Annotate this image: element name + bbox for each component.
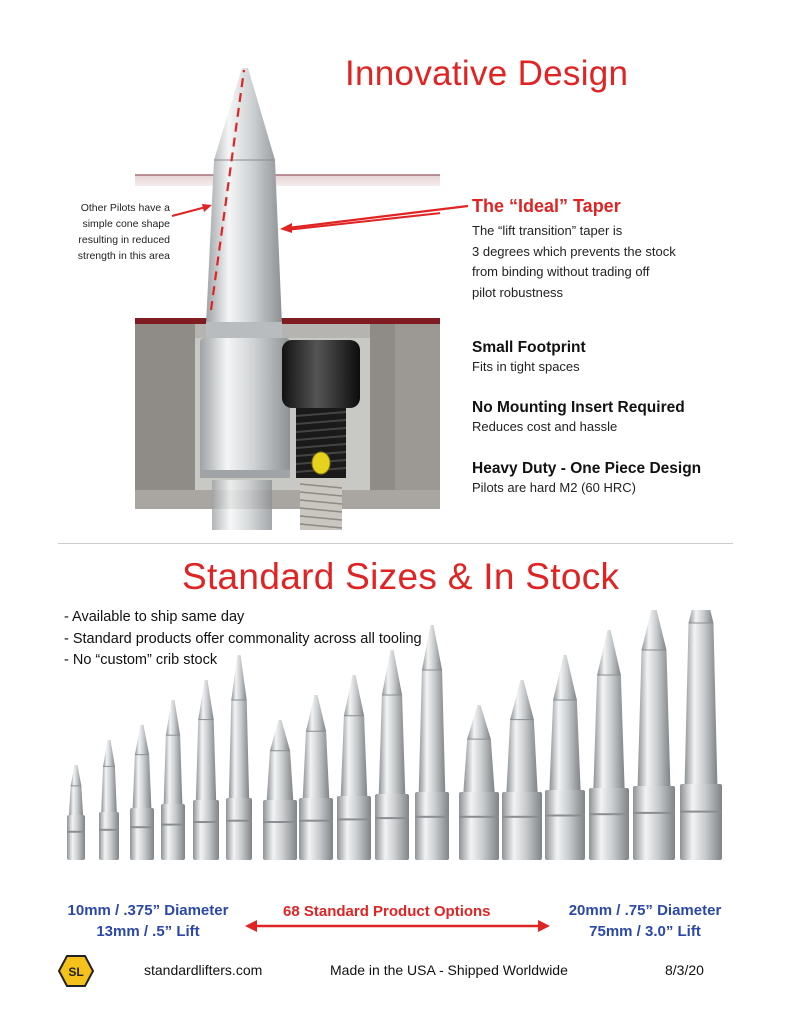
retainer-clamp [282, 340, 360, 408]
minimum-diameter: 10mm / .375” Diameter [67, 902, 229, 919]
maximum-lift: 75mm / 3.0” Lift [589, 923, 701, 940]
logo-text: SL [68, 965, 84, 979]
ideal-taper-line: The “lift transition” taper is [472, 223, 623, 238]
other-pilots-note [48, 200, 170, 264]
die-block-top-edge [135, 318, 440, 324]
stock-bullet: - Standard products offer commonality across all tooling [64, 630, 422, 647]
feature-description: Fits in tight spaces [472, 359, 580, 374]
footer-tagline: Made in the USA - Shipped Worldwide [330, 962, 568, 978]
stock-bullet: - Available to ship same day [64, 609, 245, 625]
pilot-product [193, 680, 219, 860]
ideal-taper-arrow [278, 196, 470, 236]
double-arrow-icon [245, 918, 550, 934]
ideal-taper-line: pilot robustness [472, 284, 564, 300]
feature-title: Heavy Duty - One Piece Design [472, 460, 702, 477]
other-pilots-note-line: strength in this area [77, 250, 170, 262]
pilot-product [589, 630, 629, 860]
pilot-product [502, 680, 542, 860]
maximum-diameter: 20mm / .75” Diameter [568, 902, 722, 919]
stock-bullet: - No “custom” crib stock [64, 652, 218, 668]
standard-lifters-logo-icon [58, 955, 94, 987]
ideal-taper-title: The “Ideal” Taper [472, 196, 621, 216]
feature-heavy-duty [472, 459, 701, 497]
pilot-taper [206, 68, 282, 325]
footer-date: 8/3/20 [665, 962, 704, 978]
pilot-product [226, 655, 252, 860]
pilot-product [299, 695, 333, 860]
page-title: Innovative Design [345, 54, 629, 93]
feature-small-footprint [472, 338, 586, 376]
pilot-cross-section-illustration [0, 60, 440, 530]
minimum-size-label [48, 900, 248, 942]
pilot-product [633, 610, 675, 860]
website-link[interactable]: standardlifters.com [144, 962, 263, 978]
feature-no-mounting-insert [472, 398, 685, 436]
other-pilots-note-line: resulting in reduced [78, 234, 170, 246]
section-divider [58, 543, 733, 544]
feature-title: Small Footprint [472, 339, 586, 356]
ideal-taper-line: 3 degrees which prevents the stock [472, 243, 676, 259]
pilot-product [67, 765, 85, 860]
pilot-product [130, 725, 154, 860]
pilot-product-row [55, 610, 745, 900]
feature-title: No Mounting Insert Required [472, 399, 685, 416]
pilot-product [545, 655, 585, 860]
pilot-product [415, 625, 449, 860]
feature-description: Reduces cost and hassle [472, 419, 618, 434]
other-pilots-note-line: Other Pilots have a [80, 202, 170, 214]
pilot-product [99, 740, 119, 860]
product-options-label: 68 Standard Product Options [283, 903, 491, 920]
upper-plate [135, 175, 440, 186]
ideal-taper-line: from binding without trading off [472, 264, 650, 279]
pilot-group [67, 610, 722, 860]
section-title: Standard Sizes & In Stock [182, 556, 620, 597]
pilot-product [459, 705, 499, 860]
feature-description: Pilots are hard M2 (60 HRC) [472, 480, 636, 495]
maximum-size-label [545, 900, 745, 942]
other-pilots-note-line: simple cone shape [82, 218, 170, 230]
pilot-product [680, 610, 722, 860]
pilot-product [161, 700, 185, 860]
minimum-lift: 13mm / .5” Lift [96, 923, 200, 940]
patch-indicator [312, 452, 330, 474]
pilot-product [263, 720, 297, 860]
pilot-product [375, 650, 409, 860]
pilot-product [337, 675, 371, 860]
pilot-body [200, 338, 290, 478]
ideal-taper-description [472, 221, 752, 303]
